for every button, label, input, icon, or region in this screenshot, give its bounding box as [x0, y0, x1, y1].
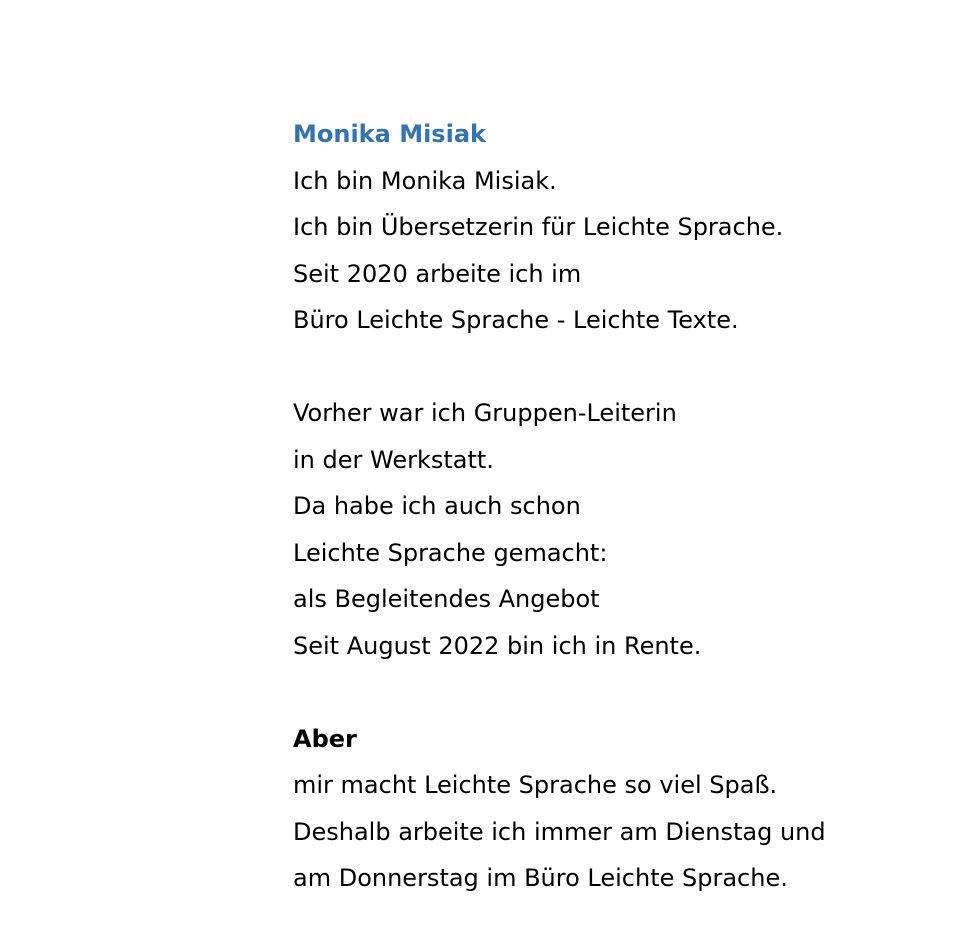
intro-line: Büro Leichte Sprache - Leichte Texte.	[293, 306, 739, 334]
intro-line: Ich bin Übersetzerin für Leichte Sprache.	[293, 213, 784, 241]
intro-paragraph	[293, 158, 943, 344]
history-line: als Begleitendes Angebot	[293, 585, 600, 613]
outro-line: am Donnerstag im Büro Leichte Sprache.	[293, 864, 788, 892]
outro-line: Deshalb arbeite ich immer am Dienstag und	[293, 817, 826, 846]
history-line: Da habe ich auch schon	[293, 492, 581, 520]
paragraph-spacer	[293, 344, 943, 391]
article-content	[293, 111, 943, 902]
history-line: Vorher war ich Gruppen-Leiterin	[293, 399, 677, 427]
intro-line: Ich bin Monika Misiak.	[293, 166, 557, 195]
person-name-heading: Monika Misiak	[293, 120, 486, 148]
but-heading: Aber	[293, 724, 357, 753]
history-line: in der Werkstatt.	[293, 445, 494, 474]
outro-line: mir macht Leichte Sprache so viel Spaß.	[293, 771, 778, 799]
outro-paragraph	[293, 762, 943, 902]
paragraph-spacer	[293, 669, 943, 716]
history-line: Leichte Sprache gemacht:	[293, 538, 608, 567]
history-line: Seit August 2022 bin ich in Rente.	[293, 631, 702, 660]
history-paragraph	[293, 390, 943, 669]
intro-line: Seit 2020 arbeite ich im	[293, 259, 582, 288]
